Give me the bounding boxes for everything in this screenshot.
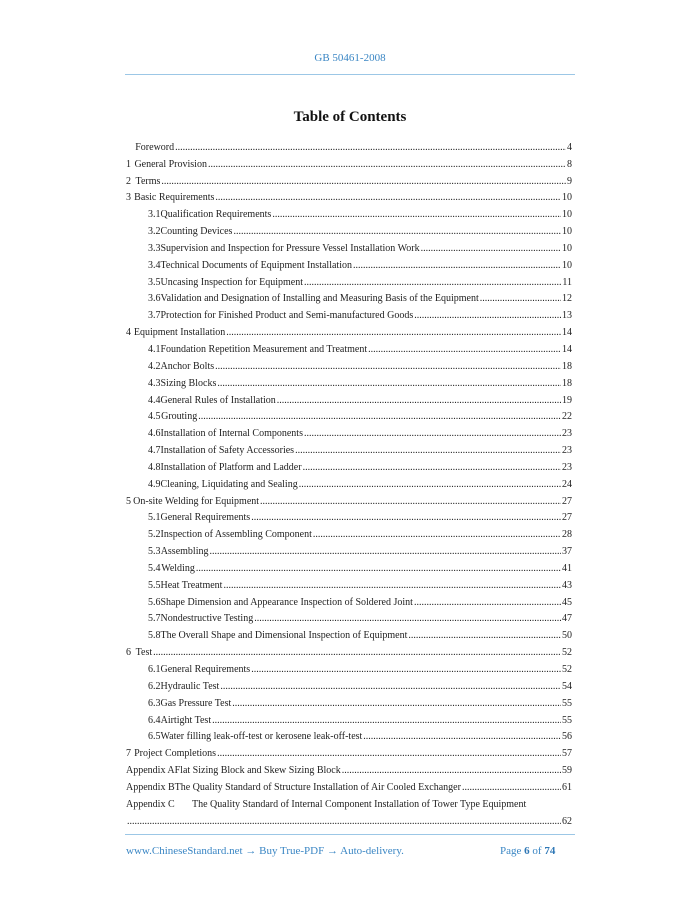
toc-entry-number: 5.3	[148, 546, 161, 558]
toc-entry[interactable]	[126, 457, 572, 474]
toc-entry[interactable]	[126, 238, 572, 255]
toc-entry[interactable]	[126, 221, 572, 238]
toc-entry-page: 10	[562, 209, 572, 221]
page-indicator	[500, 845, 555, 857]
toc-entry-title: Gas Pressure Test	[160, 697, 232, 709]
dot-leader	[462, 782, 561, 794]
toc-entry[interactable]	[126, 609, 572, 626]
toc-entry-number: Appendix A	[126, 765, 175, 777]
of-word: of	[532, 845, 542, 857]
toc-entry[interactable]	[126, 575, 572, 592]
toc-entry-title: Anchor Bolts	[160, 360, 215, 372]
page-title: Table of Contents	[293, 109, 407, 125]
toc-entry-number: 3.6	[148, 293, 161, 305]
delivery-text: Auto-delivery.	[340, 845, 404, 857]
toc-entry-number: 4.8	[148, 461, 161, 473]
dot-leader	[175, 142, 566, 154]
toc-entry-title: Water filling leak-off-test or kerosene leak-off-test	[160, 731, 363, 743]
dot-leader	[408, 630, 561, 642]
toc-entry-page: 45	[562, 596, 572, 608]
dot-leader	[272, 209, 561, 221]
buy-link[interactable]: Buy True-PDF	[259, 845, 325, 857]
toc-entry-title: Hydraulic Test	[160, 680, 220, 692]
toc-entry-title: General Requirements	[160, 512, 251, 524]
toc-entry-number: Appendix B	[126, 781, 175, 793]
toc-entry-page: 27	[562, 495, 572, 507]
toc-entry[interactable]	[126, 373, 572, 390]
toc-entry-page: 12	[562, 293, 572, 305]
dot-leader	[304, 428, 561, 440]
dot-leader	[196, 563, 561, 575]
toc-entry[interactable]	[126, 423, 572, 440]
toc-entry[interactable]	[126, 289, 572, 306]
dot-leader	[223, 580, 561, 592]
toc-entry-number: 5.6	[148, 596, 161, 608]
toc-entry-number: 4.2	[148, 360, 161, 372]
toc-entry-page: 50	[562, 630, 572, 642]
toc-entry-page: 18	[562, 360, 572, 372]
toc-entry-page: 13	[562, 310, 572, 322]
toc-entry-title: Technical Documents of Equipment Installation	[160, 259, 352, 271]
toc-entry-number: 5.2	[148, 529, 161, 541]
toc-entry-page: 47	[562, 613, 572, 625]
toc-entry[interactable]	[126, 592, 572, 609]
toc-entry[interactable]	[126, 322, 572, 339]
toc-entry-page: 57	[562, 748, 572, 760]
toc-entry-title: Installation of Internal Components	[160, 428, 303, 440]
footer-divider	[125, 834, 575, 835]
toc-entry-title: Terms	[135, 175, 161, 187]
toc-entry-page: 62	[562, 815, 572, 827]
toc-entry-page: 9	[567, 175, 572, 187]
toc-entry-number: 5.5	[148, 579, 161, 591]
toc-entry-page: 10	[562, 242, 572, 254]
dot-leader	[226, 327, 561, 339]
current-page-number: 6	[524, 845, 530, 857]
toc-entry-page: 19	[562, 394, 572, 406]
toc-entry[interactable]	[126, 676, 572, 693]
toc-entry-number: 6.3	[148, 697, 161, 709]
toc-entry[interactable]	[126, 154, 572, 171]
toc-entry-title: Foreword	[135, 141, 175, 153]
header-divider	[125, 74, 575, 75]
toc-entry-title: Airtight Test	[160, 714, 212, 726]
toc-entry-title: The Quality Standard of Structure Installation of Air Cooled Exchanger	[174, 781, 461, 793]
toc-entry-title: Project Completions	[134, 748, 217, 760]
toc-entry-page: 54	[562, 680, 572, 692]
dot-leader	[232, 698, 561, 710]
dot-leader	[353, 260, 561, 272]
dot-leader	[251, 664, 561, 676]
toc-entry-title: Nondestructive Testing	[160, 613, 254, 625]
toc-entry-title: Qualification Requirements	[160, 209, 272, 221]
toc-entry[interactable]	[126, 524, 572, 541]
dot-leader	[414, 310, 561, 322]
toc-entry-page: 23	[562, 428, 572, 440]
toc-entry-title: Installation of Platform and Ladder	[160, 461, 302, 473]
toc-entry-number: 3.1	[148, 209, 161, 221]
dot-leader	[220, 681, 561, 693]
toc-entry[interactable]	[126, 339, 572, 356]
toc-entry-page: 14	[562, 327, 572, 339]
dot-leader	[209, 546, 561, 558]
toc-entry-title: The Quality Standard of Internal Component Installation of Tower Type Equipment	[192, 798, 527, 810]
toc-entry-number: 3.7	[148, 310, 161, 322]
dot-leader	[368, 344, 561, 356]
toc-entry-number: 6	[126, 647, 131, 659]
dot-leader	[414, 597, 561, 609]
dot-leader	[260, 496, 561, 508]
toc-entry[interactable]	[126, 541, 572, 558]
site-link[interactable]: www.ChineseStandard.net	[126, 845, 243, 857]
dot-leader	[198, 411, 561, 423]
toc-entry-number: 4.5	[148, 411, 161, 423]
arrow-icon: →	[245, 845, 257, 857]
toc-entry-number: 3	[126, 192, 131, 204]
toc-entry-number: 5	[126, 495, 131, 507]
toc-entry-page: 41	[562, 562, 572, 574]
total-page-count: 74	[544, 845, 556, 857]
toc-entry-title: Flat Sizing Block and Skew Sizing Block	[174, 765, 341, 777]
toc-entry-number: 6.5	[148, 731, 161, 743]
dot-leader	[127, 816, 561, 828]
dot-leader	[215, 361, 561, 373]
toc-entry-page: 55	[562, 697, 572, 709]
toc-entry[interactable]	[126, 693, 572, 710]
toc-entry-number: 4.9	[148, 478, 161, 490]
standard-code: GB 50461-2008	[314, 52, 386, 64]
toc-entry[interactable]	[126, 255, 572, 272]
toc-entry-page: 8	[567, 158, 572, 170]
toc-entry-title: Grouting	[161, 411, 198, 423]
toc-entry-title: General Requirements	[160, 664, 251, 675]
footer-links	[126, 845, 404, 857]
toc-entry-number: 3.5	[148, 276, 161, 288]
toc-entry-number: 4.3	[148, 377, 161, 389]
toc-entry-page: 18	[562, 377, 572, 389]
toc-entry-number: Appendix C	[126, 798, 175, 810]
toc-entry-title: Protection for Finished Product and Semi-manufactured Goods	[160, 310, 414, 322]
toc-entry-title: Uncasing Inspection for Equipment	[160, 276, 303, 288]
toc-entry-title: On-site Welding for Equipment	[133, 495, 260, 507]
document-header	[0, 52, 700, 64]
toc-entry-title: Heat Treatment	[160, 579, 223, 591]
dot-leader	[480, 293, 561, 305]
toc-entry[interactable]	[126, 440, 572, 457]
toc-entry-title: Welding	[161, 562, 195, 574]
toc-entry[interactable]	[126, 188, 572, 205]
toc-entry[interactable]	[126, 137, 572, 154]
dot-leader	[251, 512, 561, 524]
dot-leader	[313, 529, 561, 541]
toc-entry[interactable]	[126, 407, 572, 424]
dot-leader	[233, 226, 561, 238]
toc-entry-number: 4.1	[148, 343, 161, 355]
toc-entry[interactable]	[126, 171, 572, 188]
toc-entry[interactable]	[126, 305, 572, 322]
toc-entry-page: 27	[562, 512, 572, 524]
dot-leader	[217, 748, 561, 760]
toc-entry-number: 4.7	[148, 445, 161, 457]
toc-entry-number: 3.2	[148, 226, 161, 238]
toc-entry-title: Equipment Installation	[133, 327, 226, 339]
toc-entry[interactable]	[126, 491, 572, 508]
toc-entry-page: 23	[562, 445, 572, 457]
toc-entry-title: Sizing Blocks	[160, 377, 217, 389]
toc-entry-title: Basic Requirements	[134, 192, 215, 204]
toc-entry-page: 22	[562, 411, 572, 423]
toc-entry-number: 5.7	[148, 613, 161, 625]
toc-entry-title: Inspection of Assembling Component	[160, 529, 312, 541]
toc-entry-title: Validation and Designation of Installing and Measuring Basis of the Equipment	[160, 293, 479, 305]
toc-entry[interactable]	[126, 508, 572, 525]
dot-leader	[217, 378, 561, 390]
dot-leader	[363, 731, 561, 743]
table-of-contents	[126, 137, 572, 828]
toc-entry[interactable]	[126, 272, 572, 289]
toc-entry-number: 3.3	[148, 242, 161, 254]
dot-leader	[208, 159, 566, 171]
toc-entry-title: General Rules of Installation	[160, 394, 276, 406]
arrow-icon: →	[326, 845, 338, 857]
toc-entry-title: General Provision	[134, 158, 207, 170]
toc-entry-page: 52	[562, 647, 572, 659]
toc-entry-page: 52	[562, 664, 572, 675]
toc-entry-page: 11	[562, 276, 572, 288]
toc-entry[interactable]	[126, 390, 572, 407]
toc-entry-number: 7	[126, 748, 131, 760]
toc-entry-page: 14	[562, 343, 572, 355]
dot-leader	[299, 479, 561, 491]
toc-entry-number: 4	[126, 327, 131, 339]
toc-entry-page: 23	[562, 461, 572, 473]
toc-entry[interactable]	[126, 727, 572, 744]
toc-entry-number: 5.8	[148, 630, 161, 642]
toc-entry-title: Counting Devices	[160, 226, 233, 238]
dot-leader	[342, 765, 561, 777]
toc-entry-page: 4	[567, 141, 572, 153]
toc-entry[interactable]	[126, 625, 572, 642]
dot-leader	[277, 395, 561, 407]
dot-leader	[153, 647, 561, 659]
dot-leader	[212, 715, 561, 727]
toc-entry-page: 37	[562, 546, 572, 558]
toc-entry-number: 4.4	[148, 394, 161, 406]
toc-entry-number: 4.6	[148, 428, 161, 440]
toc-entry-title: Shape Dimension and Appearance Inspection of Soldered Joint	[160, 596, 413, 608]
toc-entry-number: 2	[126, 175, 131, 187]
dot-leader	[421, 243, 561, 255]
toc-entry-page: 43	[562, 579, 572, 591]
toc-entry[interactable]	[126, 811, 572, 828]
toc-entry-number: 6.2	[148, 680, 161, 692]
page-word: Page	[500, 845, 522, 857]
toc-entry-title: Foundation Repetition Measurement and Treatment	[160, 343, 368, 355]
toc-entry-page: 59	[562, 765, 572, 777]
toc-entry-page: 61	[562, 781, 572, 793]
toc-entry[interactable]	[126, 794, 572, 811]
toc-entry-title: Assembling	[160, 546, 209, 558]
toc-entry-number: 1	[126, 158, 131, 170]
dot-leader	[303, 462, 561, 474]
dot-leader	[215, 192, 561, 204]
toc-entry[interactable]	[126, 710, 572, 727]
toc-entry[interactable]	[126, 659, 572, 676]
toc-entry-page: 10	[562, 259, 572, 271]
toc-entry-title: Installation of Safety Accessories	[160, 445, 295, 457]
dot-leader	[254, 613, 561, 625]
toc-entry-page: 55	[562, 714, 572, 726]
toc-entry[interactable]	[126, 356, 572, 373]
toc-entry[interactable]	[126, 760, 572, 777]
toc-entry-number: 3.4	[148, 259, 161, 271]
toc-entry-title: Cleaning, Liquidating and Sealing	[160, 478, 298, 490]
toc-entry[interactable]	[126, 642, 572, 659]
toc-entry[interactable]	[126, 204, 572, 221]
toc-entry-number: 5.1	[148, 512, 161, 524]
toc-entry-title: Test	[135, 647, 153, 659]
dot-leader	[161, 176, 566, 188]
toc-entry-page: 56	[562, 731, 572, 743]
dot-leader	[304, 277, 561, 289]
toc-entry-number: 6.4	[148, 714, 161, 726]
toc-entry[interactable]	[126, 743, 572, 760]
toc-entry-title: The Overall Shape and Dimensional Inspection of Equipment	[160, 630, 408, 642]
toc-entry-page: 10	[562, 226, 572, 238]
toc-entry[interactable]	[126, 777, 572, 794]
toc-entry-number: 5.4	[148, 562, 161, 574]
toc-entry-number: 6.1	[148, 664, 161, 675]
toc-entry[interactable]	[126, 558, 572, 575]
dot-leader	[295, 445, 561, 457]
toc-entry-page: 10	[562, 192, 572, 204]
toc-entry[interactable]	[126, 474, 572, 491]
toc-entry-title: Supervision and Inspection for Pressure Vessel Installation Work	[160, 242, 420, 254]
toc-entry-page: 28	[562, 529, 572, 541]
toc-entry-page: 24	[562, 478, 572, 490]
